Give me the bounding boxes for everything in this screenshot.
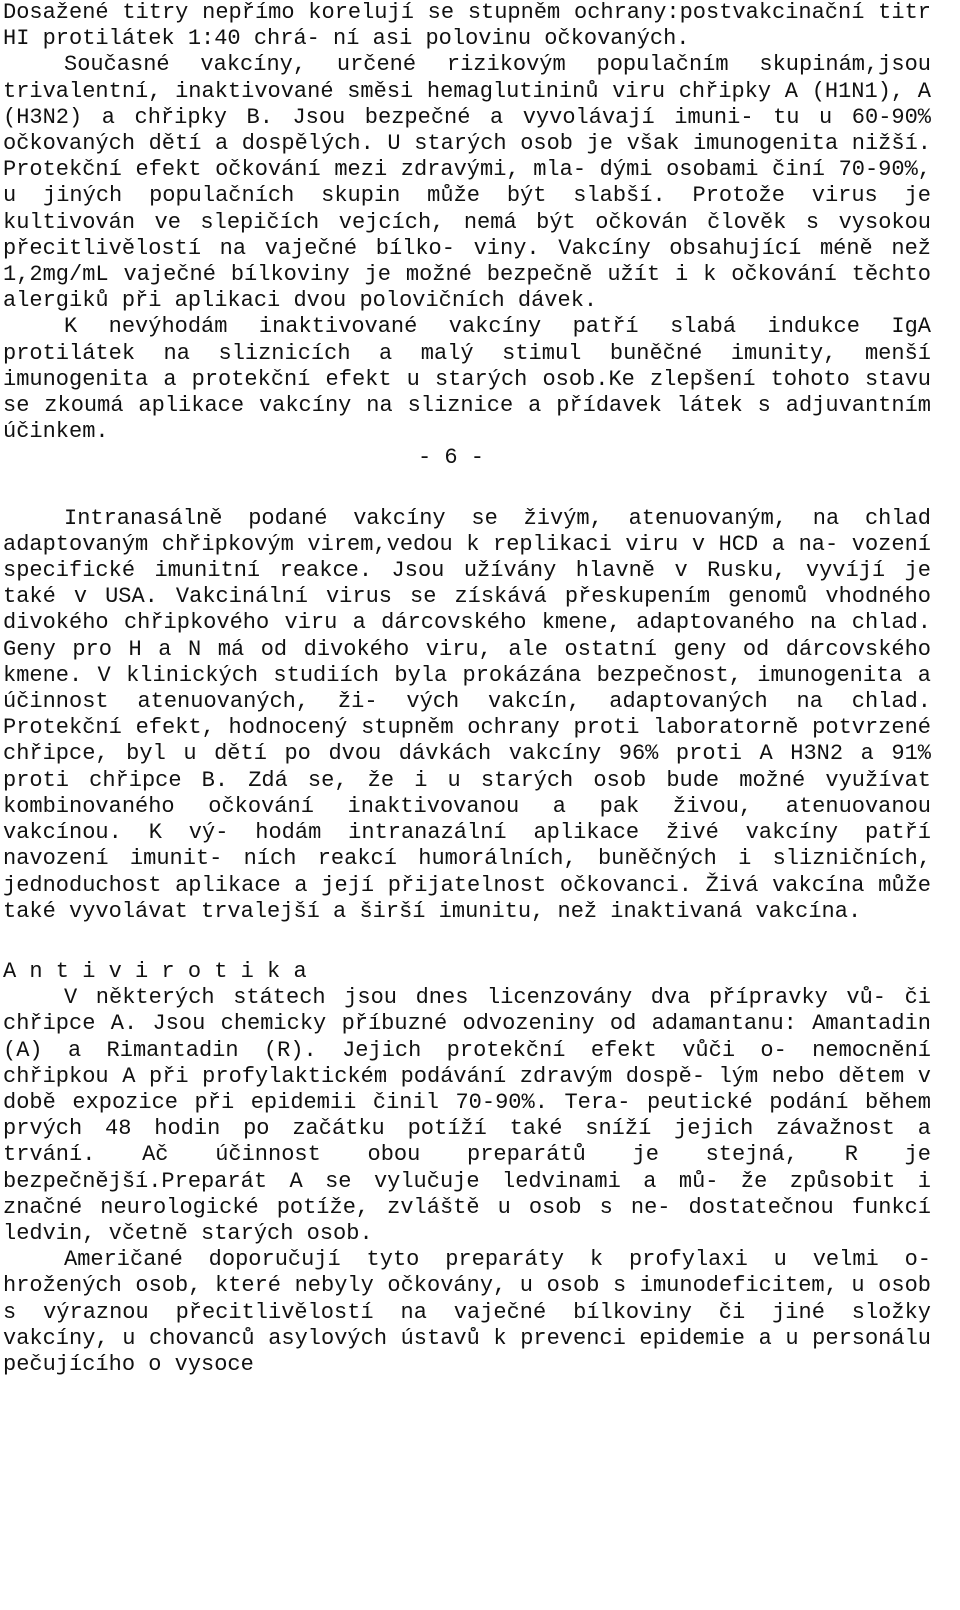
section-heading: A n t i v i r o t i k a xyxy=(3,958,307,984)
paragraph-antivirals: V některých státech jsou dnes licenzovány dva přípravky vů- či chřipce A. Jsou chemicky příbuzné odvozeniny od adamantanu: Amantadin (A) a Rimantadin (R). Jejich protekční efekt vůči o- nemocnění chřipkou A při profylaktickém podávání zdravým dospě- lým nebo dětem v době expozice při epidemii činil 70-90%. Tera- peutické podání během prvých 48 hodin po začátku potíží také sníží jejich závažnost a trvání. Ač účinnost obou preparátů je stejná, R je bezpečnější.Preparát A se vylučuje ledvinami a mů- že způsobit i značné neurologické potíže, zvláště u osob s ne- dostatečnou funkcí ledvin, včetně starých osob. xyxy=(3,985,931,1246)
document-page xyxy=(3,0,931,1378)
paragraph-current-vaccines: Současné vakcíny, určené rizikovým populačním skupinám,jsou trivalentní, inaktivované směsi hemaglutininů viru chřipky A (H1N1), A (H3N2) a chřipky B. Jsou bezpečné a vyvolávají imuni- tu u 60-90% očkovaných dětí a dospělých. U starých osob je však imunogenita nižší. Protekční efekt očkování mezi zdravými, mla- dými osobami činí 70-90%, u jiných populačních skupin může být slabší. Protože virus je kultivován ve slepičích vejcích, nemá být očkován člověk s vysokou přecitlivělostí na vaječné bílko- viny. Vakcíny obsahující méně než 1,2mg/mL vaječné bílkoviny je možné bezpečně užít i k očkování těchto alergiků při aplikaci dvou polovičních dávek. xyxy=(3,52,931,314)
paragraph-disadvantages: K nevýhodám inaktivované vakcíny patří slabá indukce IgA protilátek na sliznicích a malý stimul buněčné imunity, menší imunogenita a protekční efekt u starých osob.Ke zlepšení tohoto stavu se zkoumá aplikace vakcíny na sliznice a přídavek látek s adjuvantním účinkem. xyxy=(3,314,931,445)
section-gap xyxy=(3,925,931,959)
page-number: - 6 - xyxy=(417,445,484,471)
paragraph-live-vaccines: Intranasálně podané vakcíny se živým, atenuovaným, na chlad adaptovaným chřipkovým virem,vedou k replikaci viru v HCD a na- vození specifické imunitní reakce. Jsou užívány hlavně v Rusku, vyvíjí je také v USA. Vakcinální virus se získává přeskupením genomů vhodného divokého chřipkového viru a dárcovského kmene, adaptovaného na chlad. Geny pro H a N má od divokého viru, ale ostatní geny od dárcovského kmene. V klinických studiích byla prokázána bezpečnost, imunogenita a účinnost atenuovaných, ži- vých vakcín, adaptovaných na chlad. Protekční efekt, hodnocený stupněm ochrany proti laboratorně potvrzené chřipce, byl u dětí po dvou dávkách vakcíny 96% proti A H3N2 a 91% proti chřipce B. Zdá se, že i u starých osob bude možné využívat kombinovaného očkování inaktivovanou a pak živou, atenuovanou vakcínou. K vý- hodám intranazální aplikace živé vakcíny patří navození imunit- ních reakcí humorálních, buněčných i slizničních, jednoduchost aplikace a její přijatelnost očkovanci. Živá vakcína může také vyvolávat trvalejší a širší imunitu, než inaktivaná vakcína. xyxy=(3,505,931,924)
paragraph-titers: Dosažené titry nepřímo korelují se stupněm ochrany:postvakcinační titr HI protilátek 1:40 chrá- ní asi polovinu očkovaných. xyxy=(3,0,931,52)
paragraph-recommendations: Američané doporučují tyto preparáty k profylaxi u velmi o- hrožených osob, které nebyly očkovány, u osob s imunodeficitem, u osob s výraznou přecitlivělostí na vaječné bílkoviny či jiné složky vakcíny, u chovanců asylových ústavů k prevenci epidemie a u personálu pečujícího o vysoce xyxy=(3,1247,931,1377)
page-break-gap xyxy=(3,472,931,506)
